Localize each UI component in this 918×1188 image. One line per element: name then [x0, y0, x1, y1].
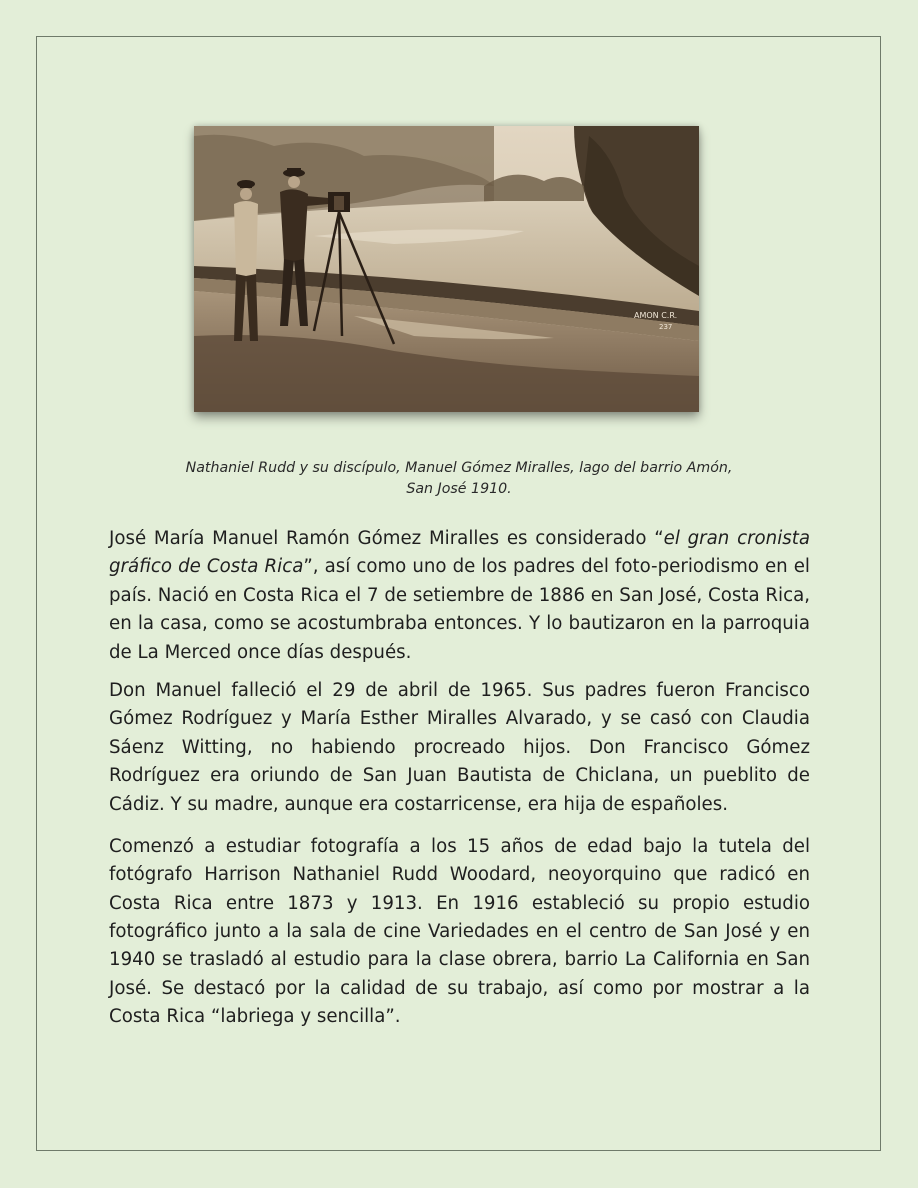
paragraph-1-start: José María Manuel Ramón Gómez Miralles es considerado “	[109, 528, 664, 549]
photo-caption	[110, 458, 808, 499]
caption-line-1: Nathaniel Rudd y su discípulo, Manuel Gómez Miralles, lago del barrio Amón,	[185, 460, 733, 476]
caption-line-2: San José 1910.	[406, 480, 512, 497]
paragraph-2: Don Manuel falleció el 29 de abril de 1965. Sus padres fueron Francisco Gómez Rodríguez y María Esther Miralles Alvarado, y se casó con Claudia Sáenz Witting, no habiendo procreado hijos. Don Francisco Gómez Rodríguez era oriundo de San Juan Bautista de Chiclana, un pueblito de Cádiz. Y su madre, aunque era costarricense, era hija de españoles.	[109, 679, 810, 815]
article-body	[109, 525, 810, 1042]
paragraph-1-end: ”, así como uno de los padres del foto-periodismo en el país. Nació en Costa Rica el 7 de setiembre de 1886 en San José, Costa Rica, en la casa, como se acostumbraba entonces. Y lo bautizaron en la parroquia de La Merced once días después.	[109, 556, 810, 663]
photo-stamp: AMON C.R.	[634, 311, 678, 320]
photo-stamp-number: 237	[659, 323, 673, 331]
paragraph-3: Comenzó a estudiar fotografía a los 15 años de edad bajo la tutela del fotógrafo Harrison Nathaniel Rudd Woodard, neoyorquino que radicó en Costa Rica entre 1873 y 1913. En 1916 estableció su propio estudio fotográfico junto a la sala de cine Variedades en el centro de San José y en 1940 se trasladó al estudio para la clase obrera, barrio La California en San José. Se destacó por la calidad de su trabajo, así como por mostrar a la Costa Rica “labriega y sencilla”.	[109, 835, 810, 1028]
paragraph-1	[109, 525, 810, 667]
photo-illustration	[194, 126, 699, 412]
paragraph-1-emphasis: el gran cronista gráfico de Costa Rica	[109, 528, 811, 578]
historic-photo	[194, 126, 699, 412]
